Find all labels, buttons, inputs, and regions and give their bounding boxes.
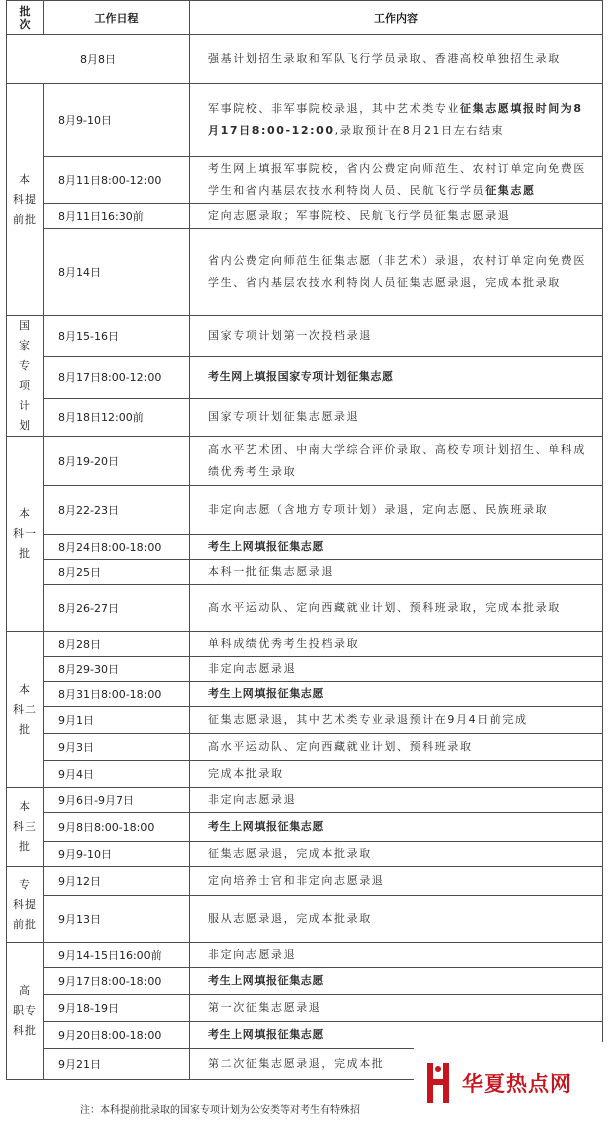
schedule-cell: 8月24日8:00-18:00 — [44, 535, 190, 560]
schedule-cell: 8月11日8:00-12:00 — [44, 157, 190, 204]
batch-label-line: 划 — [19, 419, 31, 432]
batch-label-line: 科提 — [13, 897, 37, 911]
batch-label-line: 科三 — [13, 820, 37, 833]
batch-label-line: 科二 — [13, 702, 37, 716]
batch-label-line: 专 — [19, 877, 31, 891]
header-batch-char: 批 — [19, 4, 31, 18]
content-cell — [190, 657, 603, 682]
batch-label-line: 前批 — [13, 917, 37, 931]
content-cell — [190, 813, 603, 842]
schedule-cell: 8月17日8:00-12:00 — [44, 357, 190, 398]
table-row — [7, 788, 603, 813]
schedule-cell: 9月8日8:00-18:00 — [44, 813, 190, 842]
table-row — [7, 943, 603, 968]
content-cell — [190, 157, 603, 204]
content-cell — [190, 761, 603, 788]
content-cell — [190, 585, 603, 632]
batch-label-line: 批 — [19, 547, 31, 560]
content-text: 定向培养士官和非定向志愿录退 — [208, 874, 385, 887]
schedule-cell: 8月25日 — [44, 560, 190, 585]
table-row — [7, 535, 603, 560]
top-row-content: 强基计划招生录取和军队飞行学员录取、香港高校单独招生录取 — [190, 35, 603, 84]
content-text: 征集志愿录退，完成本批录取 — [208, 847, 372, 860]
schedule-cell: 8月18日12:00前 — [44, 398, 190, 436]
schedule-cell: 9月14-15日16:00前 — [44, 943, 190, 968]
content-cell — [190, 867, 603, 896]
schedule-cell: 9月9-10日 — [44, 842, 190, 867]
table-row — [7, 398, 603, 436]
content-text: 考生网上填报军事院校，省内公费定向师范生、农村订单定向免费医学生和省内基层农技水利特岗人员、民航飞行学员 — [208, 162, 586, 197]
schedule-cell: 9月20日8:00-18:00 — [44, 1022, 190, 1049]
watermark-logo-icon — [424, 1061, 454, 1105]
table-row — [7, 734, 603, 761]
content-cell — [190, 842, 603, 867]
batch-label-line: 国 — [19, 319, 31, 332]
content-text: 非定向志愿录退 — [208, 948, 297, 961]
batch-label-line: 本 — [19, 682, 31, 696]
batch-label-line: 本 — [19, 800, 31, 813]
batch-label-line: 项 — [19, 379, 31, 392]
table-row — [7, 632, 603, 657]
content-cell — [190, 995, 603, 1022]
schedule-cell: 9月3日 — [44, 734, 190, 761]
batch-label-line: 科提 — [13, 192, 37, 206]
admission-schedule-table — [6, 0, 603, 1080]
table-row — [7, 761, 603, 788]
batch-label-line: 高 — [19, 984, 31, 997]
table-row — [7, 682, 603, 707]
content-text: 考生上网填报征集志愿 — [208, 974, 324, 987]
content-cell — [190, 734, 603, 761]
table-row — [7, 842, 603, 867]
table-row — [7, 707, 603, 734]
batch-label-line: 批 — [19, 840, 31, 853]
table-row — [7, 437, 603, 486]
content-text: 考生上网填报征集志愿 — [208, 1028, 324, 1041]
batch-cell — [7, 632, 44, 788]
content-cell — [190, 84, 603, 157]
content-text: 第二次征集志愿录退，完成本批 — [208, 1057, 385, 1070]
content-text: 征集志愿填报时间为8月17日8:00-12:00 — [208, 102, 583, 137]
content-text: 定向志愿录取；军事院校、民航飞行学员征集志愿录退 — [208, 209, 511, 222]
content-text: 征集志愿录退，其中艺术类专业录退预计在9月4日前完成 — [208, 713, 528, 726]
content-text: 征集志愿 — [485, 184, 536, 197]
table-row — [7, 157, 603, 204]
content-text: ,录取预计在8月21日左右结束 — [334, 124, 505, 137]
schedule-cell: 8月31日8:00-18:00 — [44, 682, 190, 707]
batch-label-line: 本 — [19, 507, 31, 520]
table-row — [7, 896, 603, 943]
table-row — [7, 560, 603, 585]
content-text: 服从志愿录退，完成本批录取 — [208, 912, 372, 925]
batch-label-line: 科批 — [13, 1024, 37, 1037]
table-row — [7, 813, 603, 842]
footnote: 注：本科提前批录取的国家专项计划为公安类等对考生有特殊招 — [80, 1105, 360, 1116]
schedule-cell: 9月21日 — [44, 1049, 190, 1080]
schedule-cell: 8月29-30日 — [44, 657, 190, 682]
schedule-cell: 8月9-10日 — [44, 84, 190, 157]
content-cell — [190, 229, 603, 316]
batch-label-line: 家 — [19, 339, 31, 352]
schedule-cell: 9月12日 — [44, 867, 190, 896]
content-cell — [190, 437, 603, 486]
content-text: 考生网上填报国家专项计划征集志愿 — [208, 370, 394, 384]
table-row — [7, 204, 603, 229]
top-row — [7, 35, 603, 84]
content-cell — [190, 357, 603, 398]
content-text: 单科成绩优秀考生投档录取 — [208, 637, 360, 650]
content-text: 国家专项计划第一次投档录退 — [208, 329, 372, 343]
table-row — [7, 995, 603, 1022]
batch-label-line: 专 — [19, 359, 31, 372]
batch-label-line: 批 — [19, 722, 31, 736]
watermark-text: 华夏热点网 — [462, 1071, 572, 1096]
header-batch-char: 次 — [19, 17, 31, 31]
batch-cell — [7, 316, 44, 437]
table-row — [7, 357, 603, 398]
batch-label-line: 计 — [19, 399, 31, 412]
content-cell — [190, 968, 603, 995]
content-cell — [190, 632, 603, 657]
table-row — [7, 486, 603, 535]
schedule-cell: 8月14日 — [44, 229, 190, 316]
content-cell — [190, 788, 603, 813]
schedule-cell: 9月18-19日 — [44, 995, 190, 1022]
batch-cell — [7, 943, 44, 1080]
content-text: 本科一批征集志愿录退 — [208, 565, 334, 578]
top-row-date: 8月8日 — [7, 35, 190, 84]
content-text: 第一次征集志愿录退 — [208, 1001, 322, 1014]
batch-label-line: 职专 — [13, 1004, 37, 1017]
table-row — [7, 229, 603, 316]
content-text: 非定向志愿（含地方专项计划）录退，定向志愿、民族班录取 — [208, 503, 549, 516]
content-text: 高水平艺术团、中南大学综合评价录取、高校专项计划招生、单科成绩优秀考生录取 — [208, 443, 586, 478]
batch-label-line: 本 — [19, 172, 31, 186]
table-body — [7, 35, 603, 1080]
batch-label-line: 前批 — [13, 212, 37, 226]
table-row — [7, 84, 603, 157]
schedule-cell: 9月1日 — [44, 707, 190, 734]
header-content: 工作内容 — [190, 1, 603, 35]
content-cell — [190, 682, 603, 707]
batch-cell — [7, 788, 44, 867]
content-text: 高水平运动队、定向西藏就业计划、预科班录取 — [208, 740, 473, 753]
schedule-cell: 8月19-20日 — [44, 437, 190, 486]
table-row — [7, 585, 603, 632]
content-text: 非定向志愿录退 — [208, 793, 297, 806]
table-row — [7, 968, 603, 995]
batch-cell — [7, 867, 44, 943]
content-text: 国家专项计划征集志愿录退 — [208, 410, 360, 424]
content-text: 非定向志愿录退 — [208, 662, 297, 675]
batch-cell — [7, 84, 44, 316]
schedule-cell: 8月26-27日 — [44, 585, 190, 632]
content-cell — [190, 204, 603, 229]
schedule-cell: 8月11日16:30前 — [44, 204, 190, 229]
content-cell — [190, 943, 603, 968]
schedule-cell: 9月6日-9月7日 — [44, 788, 190, 813]
schedule-cell: 9月13日 — [44, 896, 190, 943]
header-schedule: 工作日程 — [44, 1, 190, 35]
content-text: 军事院校、非军事院校录退，其中艺术类专业 — [208, 102, 460, 115]
table-header-row — [7, 1, 603, 35]
content-text: 高水平运动队、定向西藏就业计划、预科班录取，完成本批录取 — [208, 601, 561, 614]
content-cell — [190, 486, 603, 535]
content-cell — [190, 896, 603, 943]
table-row — [7, 867, 603, 896]
table-row — [7, 657, 603, 682]
content-text: 考生上网填报征集志愿 — [208, 687, 324, 700]
schedule-cell: 8月28日 — [44, 632, 190, 657]
content-text: 考生上网填报征集志愿 — [208, 820, 324, 833]
content-cell — [190, 707, 603, 734]
content-text: 省内公费定向师范生征集志愿（非艺术）录退，农村订单定向免费医学生、省内基层农技水利特岗人员征集志愿录退，完成本批录取 — [208, 254, 586, 289]
content-cell — [190, 398, 603, 436]
content-cell — [190, 316, 603, 357]
content-cell — [190, 535, 603, 560]
table-row — [7, 316, 603, 357]
schedule-cell: 9月17日8:00-18:00 — [44, 968, 190, 995]
header-batch — [7, 1, 44, 35]
schedule-cell: 8月15-16日 — [44, 316, 190, 357]
batch-label-line: 科一 — [13, 527, 37, 540]
batch-cell — [7, 437, 44, 632]
watermark — [414, 1042, 610, 1123]
schedule-cell: 9月4日 — [44, 761, 190, 788]
content-text: 考生上网填报征集志愿 — [208, 540, 324, 553]
schedule-cell: 8月22-23日 — [44, 486, 190, 535]
content-text: 完成本批录取 — [208, 767, 284, 780]
content-cell — [190, 560, 603, 585]
